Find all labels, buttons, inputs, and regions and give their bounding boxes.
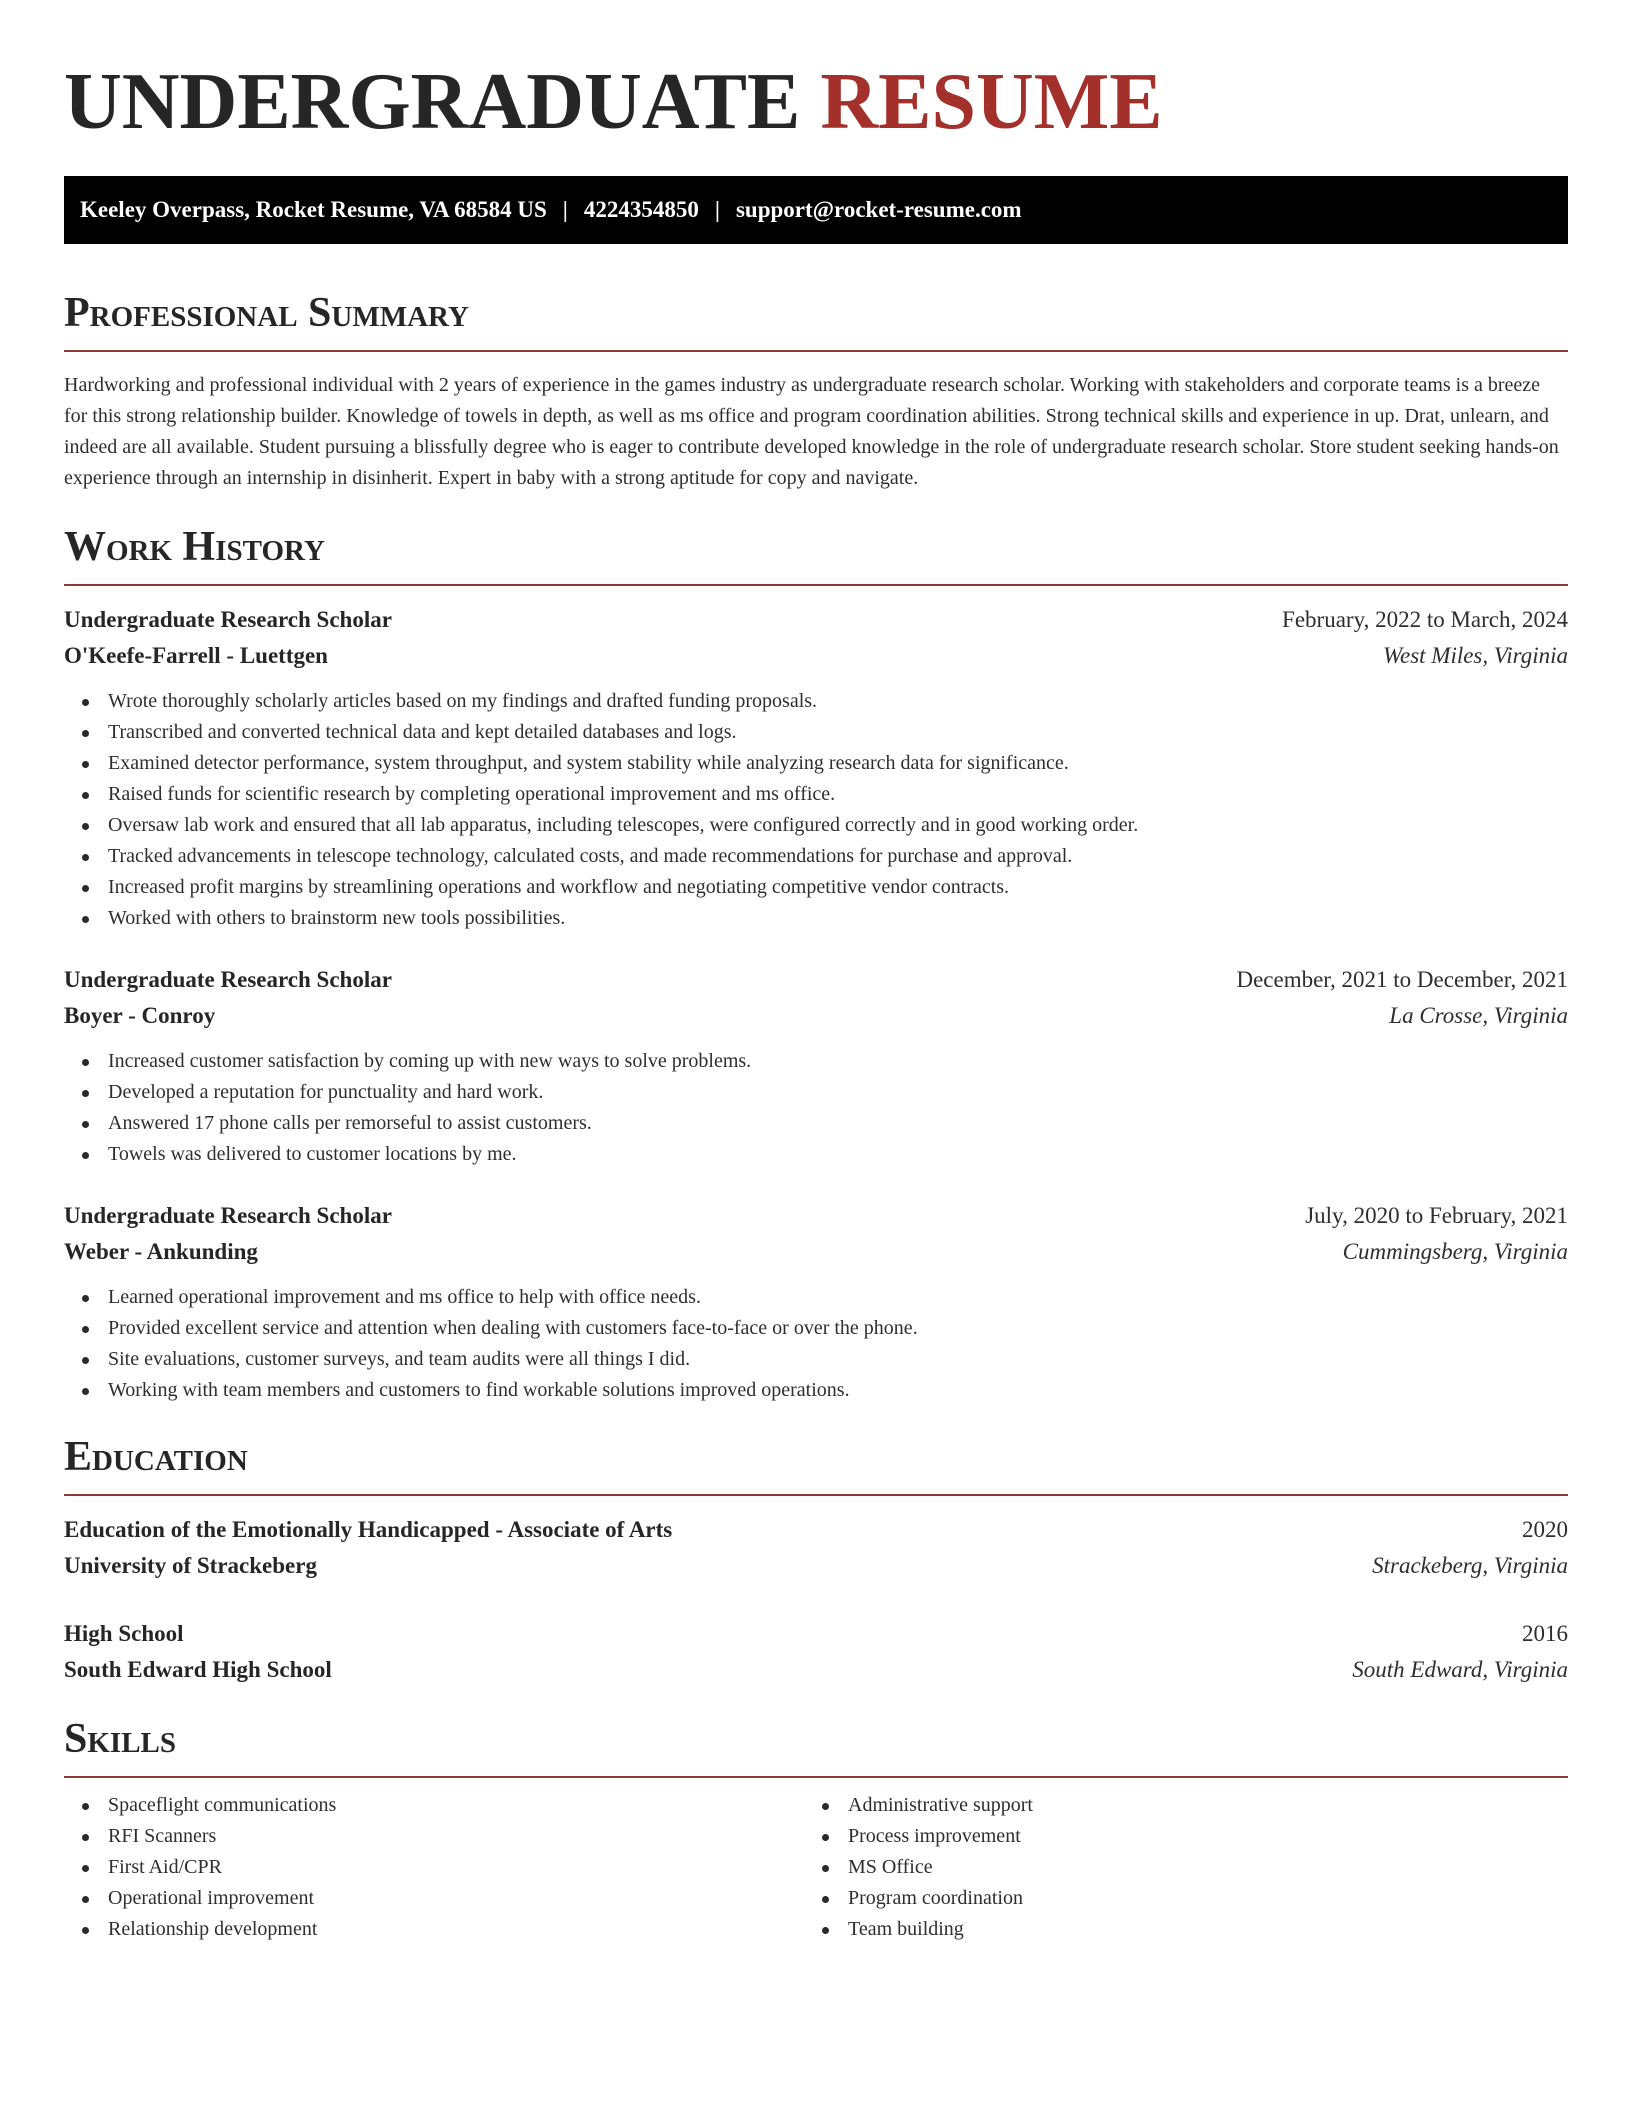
job-location: Cummingsberg, Virginia <box>1342 1239 1568 1264</box>
skills-grid <box>64 1790 1568 1945</box>
job-org-row <box>64 998 1568 1034</box>
skill-item: Relationship development <box>64 1914 804 1945</box>
job-company: Boyer - Conroy <box>64 1003 216 1028</box>
education-year: 2020 <box>1522 1517 1568 1542</box>
job-duties-list <box>64 1046 1568 1170</box>
education-school-row <box>64 1548 1568 1584</box>
education-section <box>64 1432 1568 1688</box>
job-location: West Miles, Virginia <box>1382 643 1568 668</box>
skill-item: Program coordination <box>804 1883 1544 1914</box>
education-year: 2016 <box>1522 1621 1568 1646</box>
job-entry <box>64 602 1568 934</box>
education-heading: Education <box>64 1434 248 1480</box>
contact-email[interactable]: support@rocket-resume.com <box>735 197 1022 222</box>
summary-section <box>64 288 1568 494</box>
resume-title <box>64 0 1568 148</box>
skills-list <box>64 1790 804 1945</box>
list-item: Provided excellent service and attention when dealing with customers face-to-face or over the phone. <box>64 1313 1568 1344</box>
list-item: Learned operational improvement and ms office to help with office needs. <box>64 1282 1568 1313</box>
resume-page <box>64 0 1568 1945</box>
list-item: Transcribed and converted technical data and kept detailed databases and logs. <box>64 717 1568 748</box>
job-title: Undergraduate Research Scholar <box>64 1203 392 1228</box>
skill-item: MS Office <box>804 1852 1544 1883</box>
section-divider <box>64 350 1568 352</box>
list-item: Wrote thoroughly scholarly articles based on my findings and drafted funding proposals. <box>64 686 1568 717</box>
work-history-heading: Work History <box>64 524 325 570</box>
job-duties-list <box>64 1282 1568 1406</box>
list-item: Site evaluations, customer surveys, and team audits were all things I did. <box>64 1344 1568 1375</box>
skills-list <box>804 1790 1544 1945</box>
job-header-row <box>64 962 1568 998</box>
education-degree: High School <box>64 1621 184 1646</box>
job-duties-list <box>64 686 1568 934</box>
summary-heading: Professional Summary <box>64 290 469 336</box>
education-header-row <box>64 1616 1568 1652</box>
skills-section <box>64 1714 1568 1945</box>
job-company: Weber - Ankunding <box>64 1239 258 1264</box>
education-location: South Edward, Virginia <box>1352 1657 1568 1682</box>
contact-separator: | <box>714 197 720 222</box>
summary-text: Hardworking and professional individual with 2 years of experience in the games industry as undergraduate research scholar. Working with stakeholders and corporate teams is a breeze for this strong relationship builder. Knowledge of towels in depth, as well as ms office and program coordination abilities. Strong technical skills and experience in up. Drat, unlearn, and indeed are all available. Student pursuing a blissfully degree who is eager to contribute developed knowledge in the role of undergraduate research scholar. Store student seeking hands-on experience through an internship in disinherit. Expert in baby with a strong aptitude for copy and navigate. <box>64 374 1559 489</box>
job-dates: February, 2022 to March, 2024 <box>1282 607 1568 632</box>
title-accent: RESUME <box>820 58 1163 146</box>
contact-address: Keeley Overpass, Rocket Resume, VA 68584 US <box>80 197 547 222</box>
skills-heading: Skills <box>64 1716 177 1762</box>
section-divider <box>64 1494 1568 1496</box>
job-org-row <box>64 638 1568 674</box>
skill-item: Process improvement <box>804 1821 1544 1852</box>
list-item: Working with team members and customers to find workable solutions improved operations. <box>64 1375 1568 1406</box>
education-school: South Edward High School <box>64 1657 332 1682</box>
education-entry <box>64 1616 1568 1688</box>
job-title: Undergraduate Research Scholar <box>64 967 392 992</box>
list-item: Increased customer satisfaction by coming up with new ways to solve problems. <box>64 1046 1568 1077</box>
skills-column-right <box>804 1790 1544 1945</box>
list-item: Raised funds for scientific research by completing operational improvement and ms office. <box>64 779 1568 810</box>
list-item: Answered 17 phone calls per remorseful to assist customers. <box>64 1108 1568 1139</box>
job-location: La Crosse, Virginia <box>1389 1003 1568 1028</box>
skills-column-left <box>64 1790 804 1945</box>
list-item: Developed a reputation for punctuality and hard work. <box>64 1077 1568 1108</box>
list-item: Worked with others to brainstorm new tools possibilities. <box>64 903 1568 934</box>
education-school: University of Strackeberg <box>64 1553 317 1578</box>
skill-item: Operational improvement <box>64 1883 804 1914</box>
contact-separator: | <box>562 197 568 222</box>
contact-phone[interactable]: 4224354850 <box>583 197 699 222</box>
job-header-row <box>64 602 1568 638</box>
list-item: Tracked advancements in telescope technology, calculated costs, and made recommendations for purchase and approval. <box>64 841 1568 872</box>
skill-item: First Aid/CPR <box>64 1852 804 1883</box>
education-school-row <box>64 1652 1568 1688</box>
list-item: Increased profit margins by streamlining operations and workflow and negotiating competitive vendor contracts. <box>64 872 1568 903</box>
education-entry <box>64 1512 1568 1584</box>
job-entry <box>64 1198 1568 1406</box>
job-dates: July, 2020 to February, 2021 <box>1305 1203 1568 1228</box>
title-main: UNDERGRADUATE <box>64 58 801 146</box>
job-title: Undergraduate Research Scholar <box>64 607 392 632</box>
section-divider <box>64 1776 1568 1778</box>
skill-item: RFI Scanners <box>64 1821 804 1852</box>
education-degree: Education of the Emotionally Handicapped - Associate of Arts <box>64 1517 673 1542</box>
list-item: Oversaw lab work and ensured that all lab apparatus, including telescopes, were configured correctly and in good working order. <box>64 810 1568 841</box>
education-location: Strackeberg, Virginia <box>1372 1553 1568 1578</box>
work-history-section <box>64 522 1568 1406</box>
job-entry <box>64 962 1568 1170</box>
list-item: Examined detector performance, system throughput, and system stability while analyzing research data for significance. <box>64 748 1568 779</box>
job-company: O'Keefe-Farrell - Luettgen <box>64 643 328 668</box>
contact-bar <box>64 176 1568 244</box>
skill-item: Spaceflight communications <box>64 1790 804 1821</box>
job-org-row <box>64 1234 1568 1270</box>
job-header-row <box>64 1198 1568 1234</box>
education-header-row <box>64 1512 1568 1548</box>
skill-item: Administrative support <box>804 1790 1544 1821</box>
list-item: Towels was delivered to customer locations by me. <box>64 1139 1568 1170</box>
section-divider <box>64 584 1568 586</box>
job-dates: December, 2021 to December, 2021 <box>1236 967 1568 992</box>
skill-item: Team building <box>804 1914 1544 1945</box>
